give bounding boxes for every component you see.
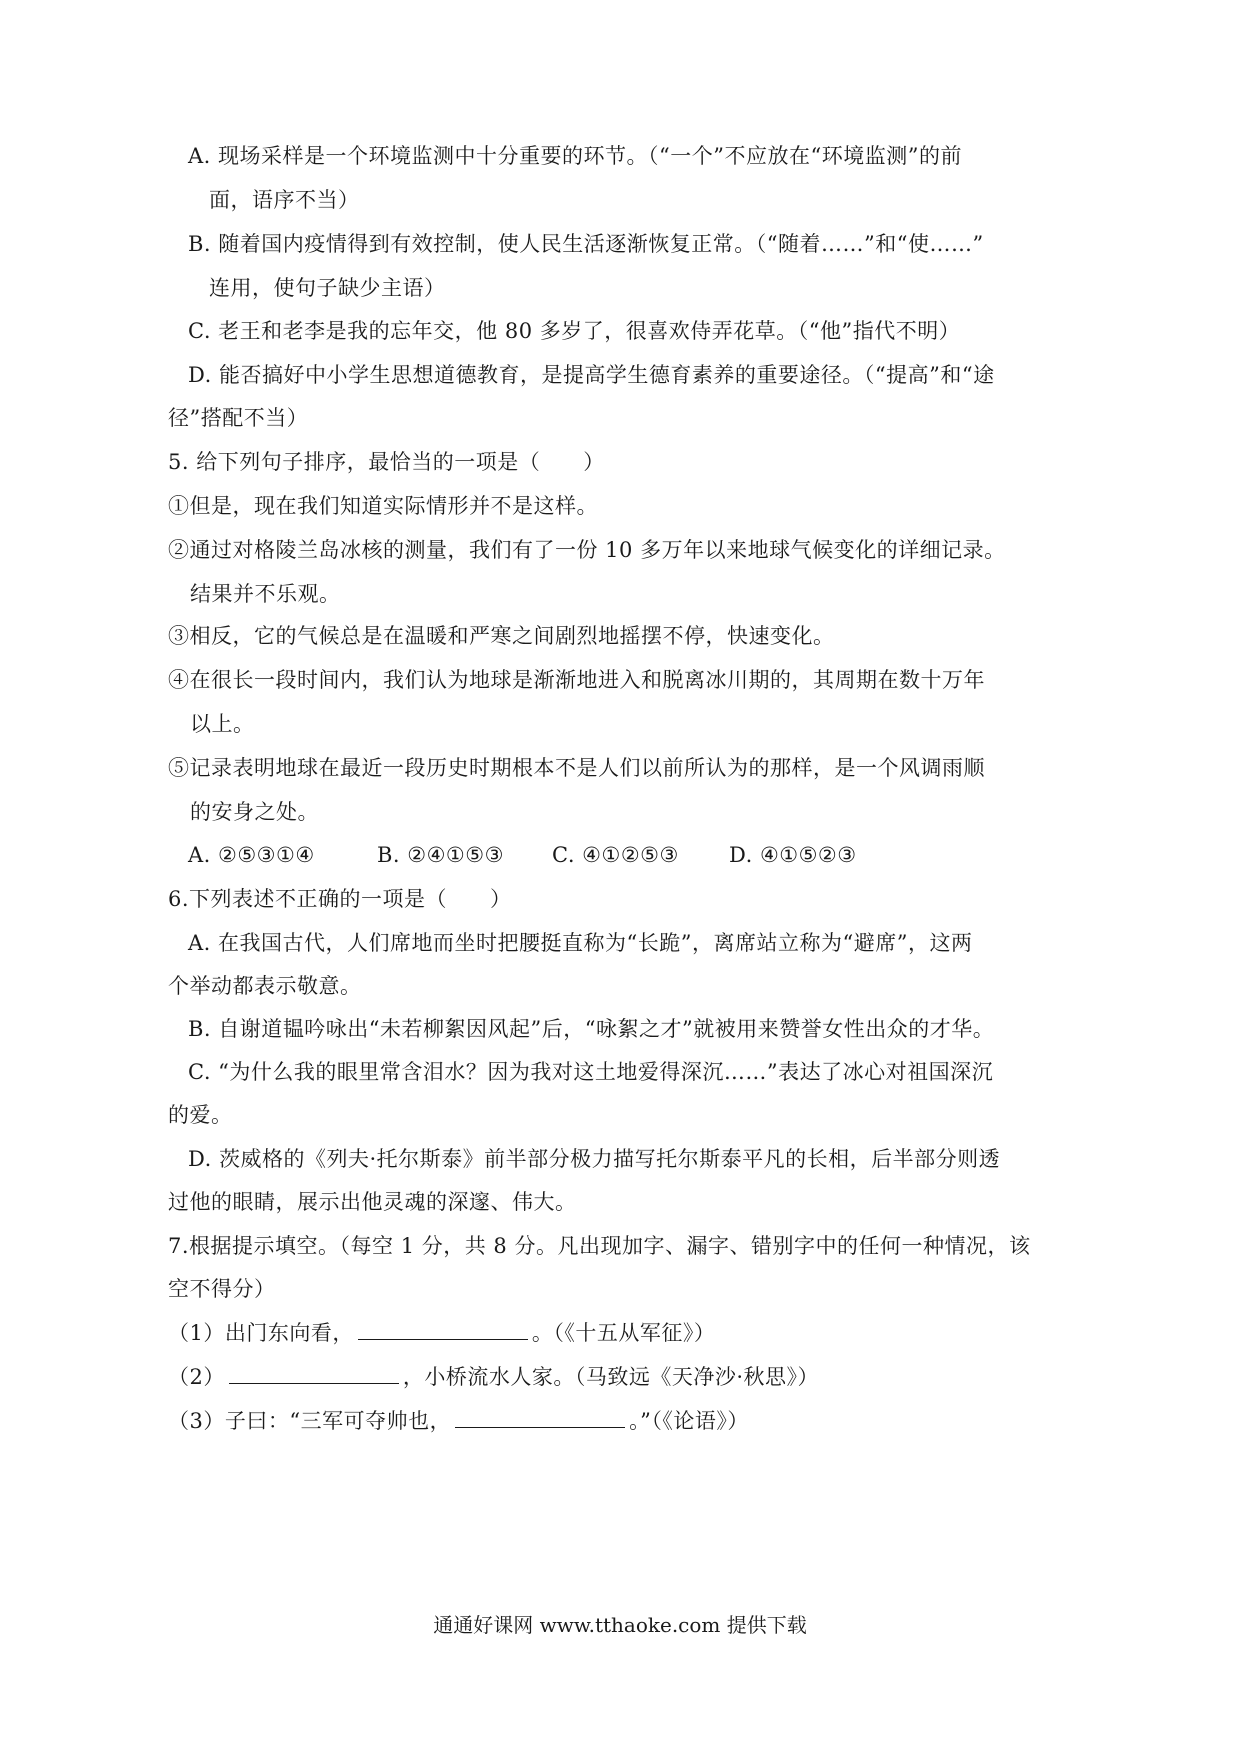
page-footer: 通通好课网 www.tthaoke.com 提供下载 [433, 1613, 807, 1637]
q7-item-3-suffix: 。”（《论语》） [629, 1409, 749, 1433]
q7-item-2 [168, 1362, 819, 1392]
q7-item-3-prefix: （3）子曰：“三军可夺帅也， [168, 1409, 452, 1433]
q7-stem-line1: 7.根据提示填空。（每空 1 分，共 8 分。凡出现加字、漏字、错别字中的任何一种情况，该 [168, 1234, 1031, 1258]
q6-option-a-line2: 个举动都表示敬意。 [168, 974, 362, 998]
q5-sentence-3: ③相反，它的气候总是在温暖和严寒之间剧烈地摇摆不停，快速变化。 [168, 624, 835, 648]
q6-option-c-line2: 的爱。 [168, 1103, 233, 1127]
q5-sentence-1: ①但是，现在我们知道实际情形并不是这样。 [168, 494, 598, 518]
q5-stem: 5. 给下列句子排序，最恰当的一项是（ ） [168, 450, 605, 474]
q6-option-b-line1: B. 自谢道韫吟咏出“未若柳絮因风起”后，“咏絮之才”就被用来赞誉女性出众的才华。 [188, 1017, 995, 1041]
q5-sentence-5-line1: ⑤记录表明地球在最近一段历史时期根本不是人们以前所认为的那样，是一个风调雨顺 [168, 756, 985, 780]
q6-option-c-line1: C. “为什么我的眼里常含泪水？因为我对这土地爱得深沉……”表达了冰心对祖国深沉 [188, 1060, 994, 1084]
q6-option-a-line1: A. 在我国古代，人们席地而坐时把腰挺直称为“长跪”，离席站立称为“避席”，这两 [188, 931, 973, 955]
q5-option-d: D. ④①⑤②③ [729, 843, 857, 867]
q7-item-1 [168, 1318, 715, 1348]
q5-sentence-2-line1: ②通过对格陵兰岛冰核的测量，我们有了一份 10 多万年以来地球气候变化的详细记录。 [168, 538, 1006, 562]
q4-option-c-line1: C. 老王和老李是我的忘年交，他 80 多岁了，很喜欢侍弄花草。（“他”指代不明） [188, 319, 961, 343]
q7-item-1-prefix: （1）出门东向看， [168, 1321, 354, 1345]
q6-option-d-line1: D. 茨威格的《列夫·托尔斯泰》前半部分极力描写托尔斯泰平凡的长相，后半部分则透 [188, 1147, 1001, 1171]
q7-item-3-blank[interactable] [455, 1407, 625, 1428]
q4-option-a-line1: A. 现场采样是一个环境监测中十分重要的环节。（“一个”不应放在“环境监测”的前 [188, 144, 962, 168]
q5-sentence-4-line1: ④在很长一段时间内，我们认为地球是渐渐地进入和脱离冰川期的，其周期在数十万年 [168, 668, 985, 692]
q7-item-3 [168, 1406, 749, 1436]
q4-option-a-line2: 面，语序不当） [209, 188, 360, 212]
q5-sentence-4-line2: 以上。 [190, 712, 255, 736]
q7-item-2-suffix: ，小桥流水人家。（马致远《天净沙·秋思》） [402, 1365, 820, 1389]
q4-option-b-line2: 连用，使句子缺少主语） [209, 276, 446, 300]
q6-option-d-line2: 过他的眼睛，展示出他灵魂的深邃、伟大。 [168, 1190, 577, 1214]
q7-item-1-blank[interactable] [358, 1319, 528, 1340]
q5-option-a: A. ②⑤③①④ [188, 843, 315, 867]
q4-option-d-line2: 径”搭配不当） [168, 406, 309, 430]
q4-option-b-line1: B. 随着国内疫情得到有效控制，使人民生活逐渐恢复正常。（“随着……”和“使……” [188, 232, 984, 256]
q5-sentence-5-line2: 的安身之处。 [190, 800, 319, 824]
q7-item-1-suffix: 。（《十五从军征》） [531, 1321, 716, 1345]
q4-option-d-line1: D. 能否搞好中小学生思想道德教育，是提高学生德育素养的重要途径。（“提高”和“途 [188, 363, 995, 387]
q5-sentence-2-line2: 结果并不乐观。 [190, 582, 341, 606]
q7-stem-line2: 空不得分） [168, 1277, 276, 1301]
q7-item-2-prefix: （2） [168, 1365, 225, 1389]
q7-item-2-blank[interactable] [229, 1363, 399, 1384]
q6-stem: 6.下列表述不正确的一项是（ ） [168, 887, 512, 911]
q5-option-b: B. ②④①⑤③ [377, 843, 504, 867]
q5-option-c: C. ④①②⑤③ [552, 843, 679, 867]
